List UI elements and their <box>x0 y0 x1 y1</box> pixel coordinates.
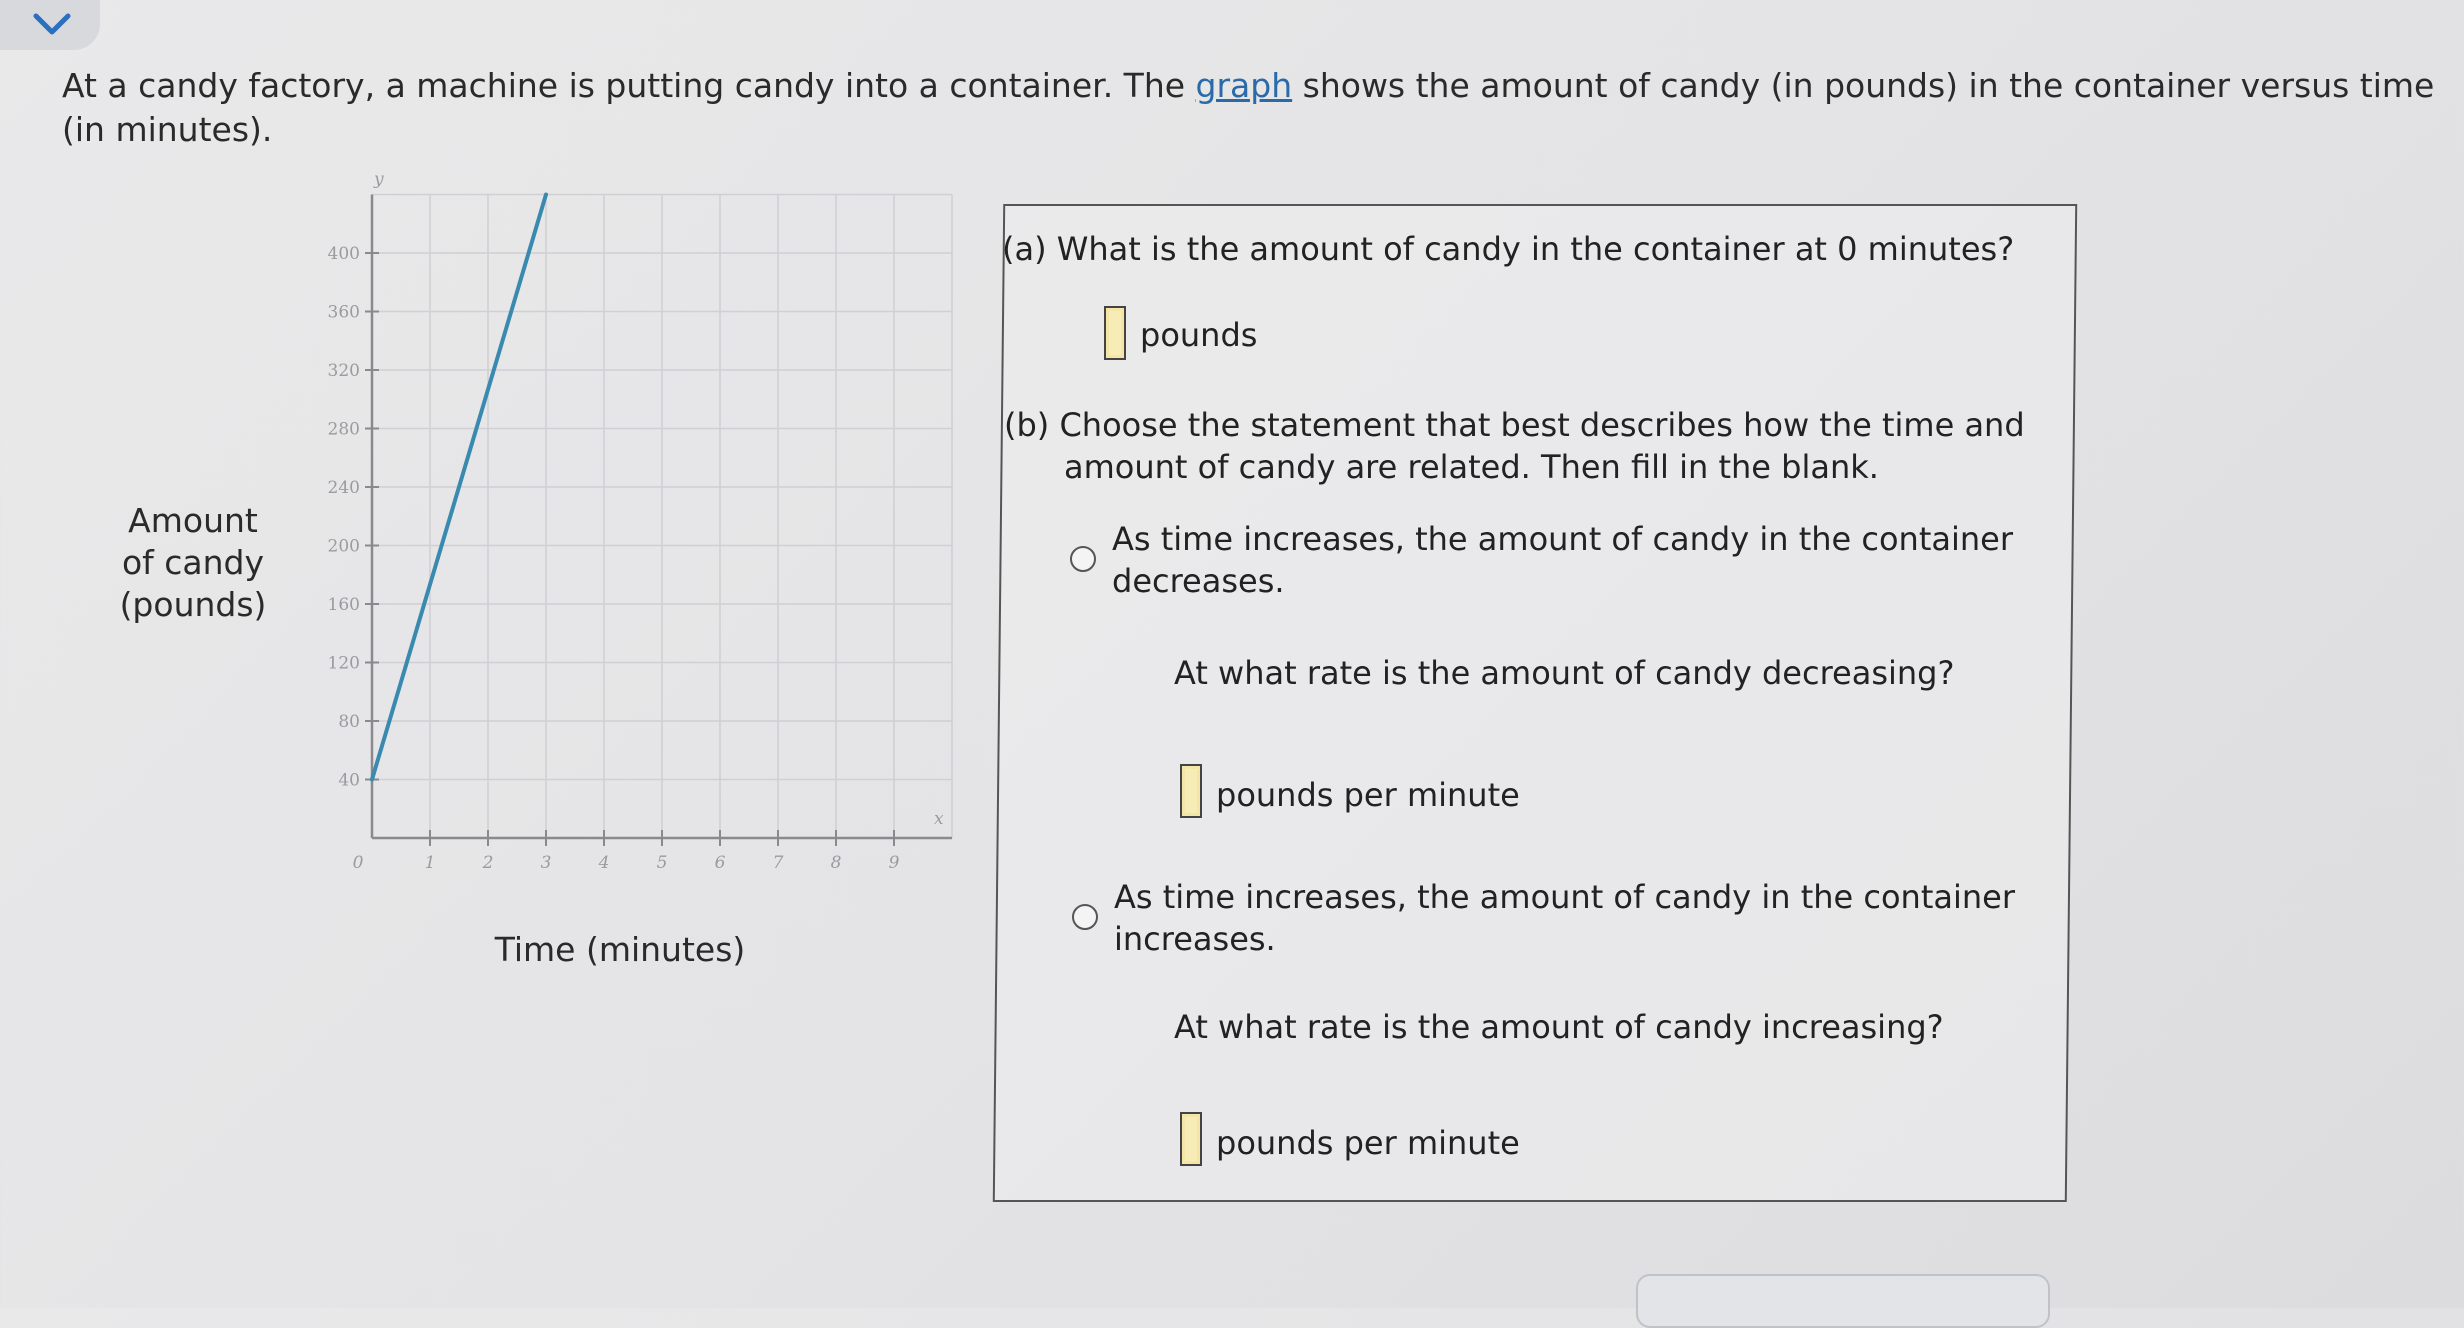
y-tick-label: 120 <box>327 653 360 674</box>
y-tick-label: 400 <box>327 244 360 264</box>
increasing-rate-unit: pounds per minute <box>1216 1124 1520 1162</box>
decreasing-rate-input[interactable] <box>1180 764 1202 818</box>
x-tick-label: 5 <box>656 853 668 870</box>
x-tick-label: 4 <box>598 853 610 870</box>
intro-text-start: At a candy factory, a machine is putting candy into a container. The <box>62 66 1196 105</box>
option-decreases-rate-question: At what rate is the amount of candy decreasing? <box>1174 654 1955 692</box>
y-axis-title-line: Amount <box>128 501 258 540</box>
option-increases-statement-line2: increases. <box>1114 920 1276 958</box>
x-tick-label: 0 <box>352 853 364 870</box>
intro-text-end: shows the amount of candy (in pounds) in the container versus time (in minutes). <box>62 66 2435 149</box>
increasing-rate-input[interactable] <box>1180 1112 1202 1166</box>
x-axis-letter: x <box>934 809 944 829</box>
x-tick-label: 6 <box>714 853 726 870</box>
y-axis-title <box>108 500 278 626</box>
x-tick-label: 1 <box>424 853 436 870</box>
answer-a-input[interactable] <box>1104 306 1126 360</box>
x-tick-label: 9 <box>888 853 900 870</box>
y-tick-label: 240 <box>327 478 360 498</box>
x-tick-label: 8 <box>830 853 842 870</box>
y-axis-letter: y <box>374 170 384 190</box>
y-tick-label: 360 <box>327 302 360 323</box>
y-tick-label: 40 <box>338 770 360 791</box>
bottom-action-button[interactable] <box>1636 1274 2050 1328</box>
answer-a-unit: pounds <box>1140 316 1258 354</box>
collapse-toggle[interactable] <box>0 0 100 50</box>
y-tick-label: 80 <box>338 712 360 732</box>
graph-link[interactable]: graph <box>1195 66 1293 105</box>
y-axis-title-line: (pounds) <box>119 585 267 624</box>
x-tick-label: 7 <box>772 853 784 870</box>
problem-statement <box>62 64 2462 152</box>
chevron-down-icon <box>32 12 72 38</box>
y-tick-label: 320 <box>327 361 360 381</box>
option-decreases-radio[interactable] <box>1070 546 1096 572</box>
y-tick-label: 160 <box>327 595 360 615</box>
question-b-prompt-line2: amount of candy are related. Then fill in the blank. <box>1064 448 1879 486</box>
x-tick-label: 2 <box>482 853 494 870</box>
x-axis-title: Time (minutes) <box>494 930 746 969</box>
option-increases-rate-question: At what rate is the amount of candy increasing? <box>1174 1008 1944 1046</box>
x-tick-label: 3 <box>540 853 552 870</box>
candy-graph <box>300 170 960 870</box>
question-a-prompt: (a) What is the amount of candy in the container at 0 minutes? <box>1002 230 2015 268</box>
decreasing-rate-unit: pounds per minute <box>1216 776 1520 814</box>
y-axis-title-line: of candy <box>121 543 265 582</box>
question-b-prompt-line1: (b) Choose the statement that best describes how the time and <box>1004 406 2025 444</box>
option-decreases-statement-line2: decreases. <box>1112 562 1285 600</box>
option-increases-statement-line1: As time increases, the amount of candy in the container <box>1114 878 2015 916</box>
y-tick-label: 280 <box>327 419 360 440</box>
option-increases-radio[interactable] <box>1072 904 1098 930</box>
y-tick-label: 200 <box>327 536 360 557</box>
option-decreases-statement-line1: As time increases, the amount of candy in the container <box>1112 520 2013 558</box>
